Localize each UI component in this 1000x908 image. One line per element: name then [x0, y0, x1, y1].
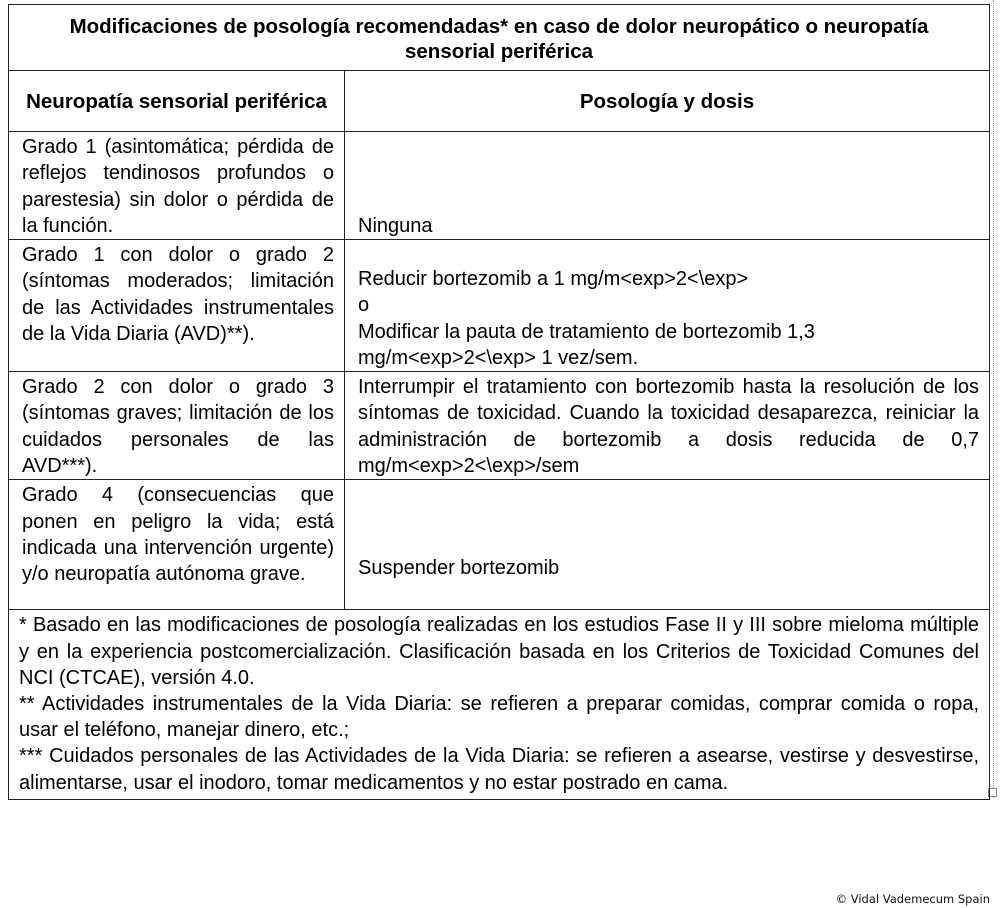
dose-line: Reducir bortezomib a 1 mg/m<exp>2<\exp> [358, 268, 749, 290]
footnote: * Basado en las modificaciones de posología realizadas en los estudios Fase II y III sobre mieloma múltiple y en la experiencia postcomercialización. Clasificación basada en los Criterios de Toxicidad Comunes del NCI (CTCAE), versión 4.0. [19, 614, 980, 689]
page-edge-line [993, 0, 994, 798]
table-row [9, 240, 990, 372]
column-header-dosage: Posología y dosis [345, 71, 990, 132]
grade-cell: Grado 2 con dolor o grado 3 (síntomas graves; limitación de los cuidados personales de las AVD***). [9, 372, 345, 480]
dose-cell [345, 372, 990, 480]
table-row [9, 480, 990, 610]
table-row [9, 372, 990, 480]
footnote: *** Cuidados personales de las Actividades de la Vida Diaria: se refieren a asearse, vestirse y desvestirse, alimentarse, usar el inodoro, tomar medicamentos y no estar postrado en cama. [19, 745, 980, 794]
dose-line: o [358, 294, 370, 317]
dose-cell [345, 132, 990, 240]
grade-cell: Grado 1 (asintomática; pérdida de reflejos tendinosos profundos o parestesia) sin dolor o pérdida de la función. [9, 132, 345, 240]
copyright-notice: © Vidal Vademecum Spain [835, 892, 990, 906]
dose-line: Interrumpir el tratamiento con bortezomib hasta la resolución de los síntomas de toxicidad. Cuando la toxicidad desaparezca, reiniciar la administración de bortezomib a dosis reducida de 0,7 mg/m<exp>2<\exp>/sem [358, 376, 980, 478]
dose-line: Modificar la pauta de tratamiento de bortezomib 1,3 mg/m<exp>2<\exp> 1 vez/sem. [358, 320, 815, 369]
grade-cell: Grado 1 con dolor o grado 2 (síntomas moderados; limitación de las Actividades instrumentales de la Vida Diaria (AVD)**). [9, 240, 345, 372]
table-header-row [9, 71, 990, 132]
table-title-row [9, 5, 990, 71]
dose-cell [345, 240, 990, 372]
dose-line: Suspender bortezomib [358, 557, 560, 580]
dose-line: Ninguna [358, 214, 433, 237]
dose-cell [345, 480, 990, 610]
table-footnotes [9, 610, 990, 799]
footnote: ** Actividades instrumentales de la Vida Diaria: se refieren a preparar comidas, comprar comida o ropa, usar el teléfono, manejar dinero, etc.; [19, 692, 980, 742]
table-row [9, 132, 990, 240]
column-header-neuropathy: Neuropatía sensorial periférica [9, 71, 345, 132]
dose-modification-table [8, 4, 990, 800]
grade-cell: Grado 4 (consecuencias que ponen en peligro la vida; está indicada una intervención urgente) y/o neuropatía autónoma grave. [9, 480, 345, 610]
table-notes-row [9, 610, 990, 799]
table-title: Modificaciones de posología recomendadas* en caso de dolor neuropático o neuropatía sensorial periférica [9, 5, 990, 71]
